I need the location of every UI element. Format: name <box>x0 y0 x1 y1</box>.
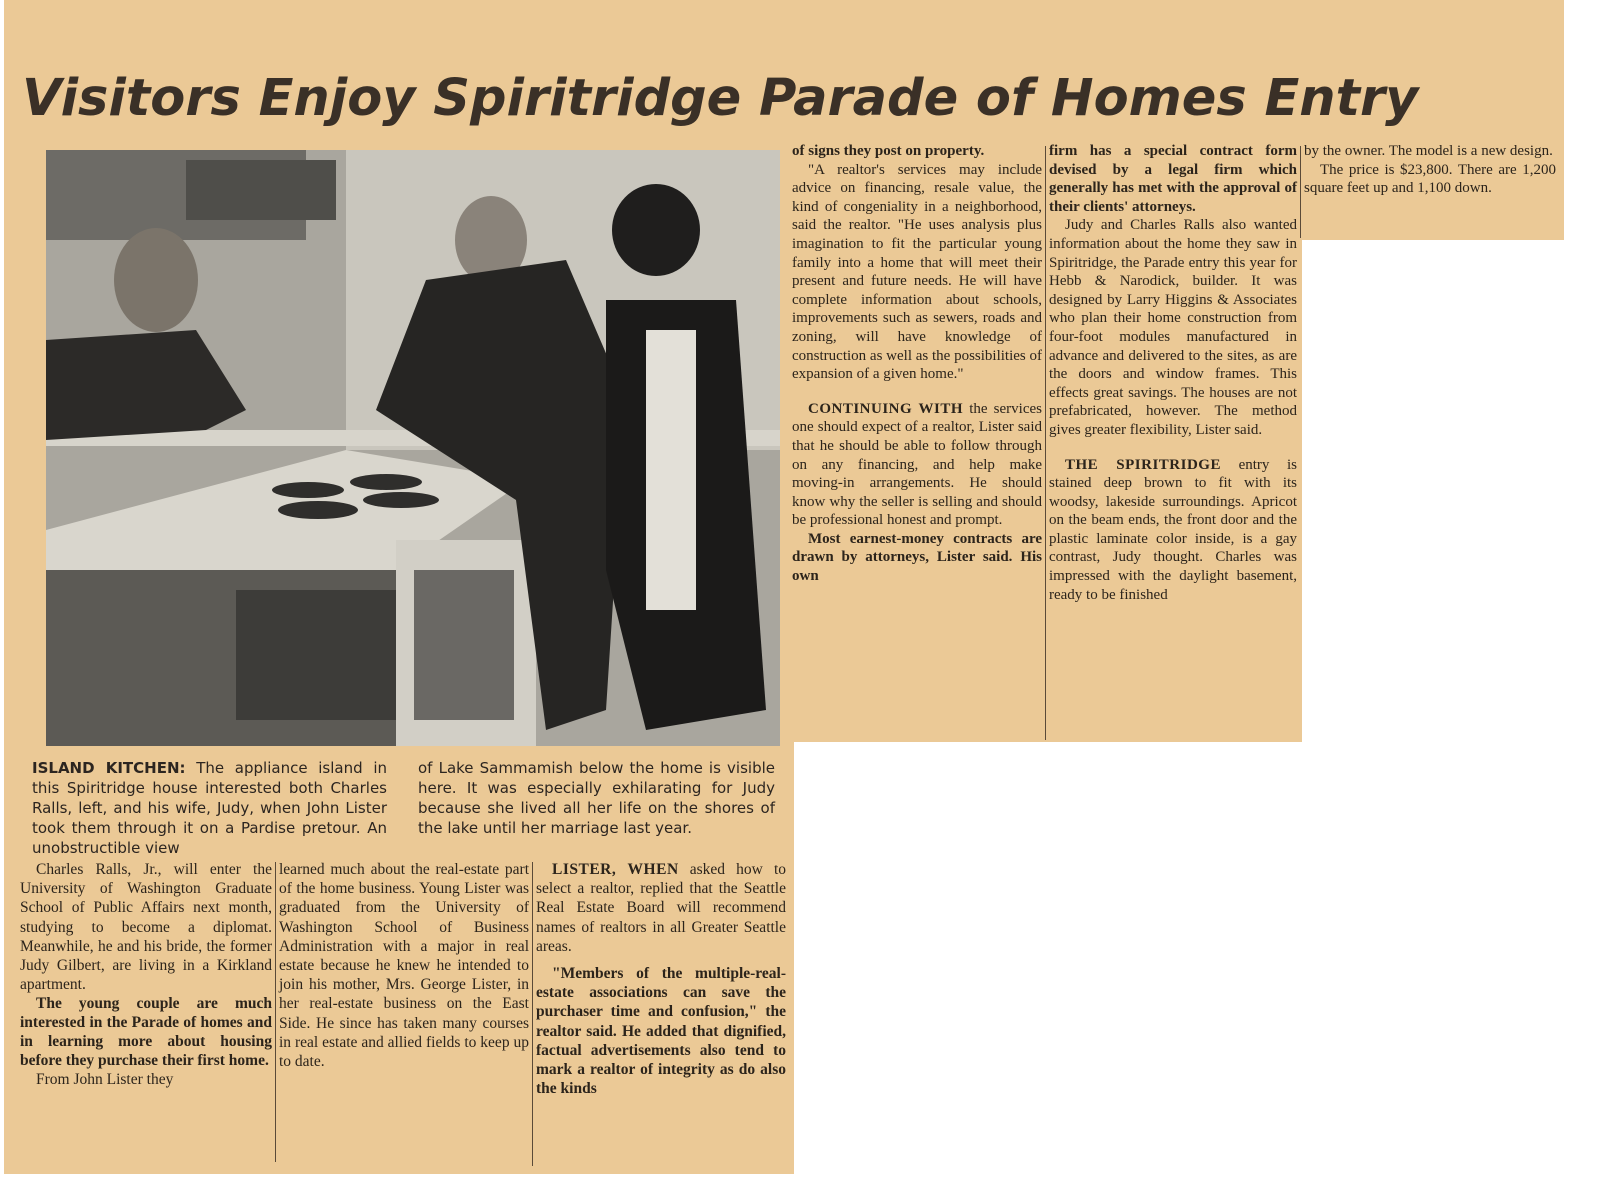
caption-right-text: of Lake Sammamish below the home is visible here. It was especially exhilarating for Judy because she lived all her life on the shores of the lake until her marriage last year. <box>418 759 775 837</box>
col4-para2: the services one should expect of a realtor, Lister said that he should be able to follow through on any financing, and help make moving-in arrangements. He should know why the seller is selling and should be professional honest and prompt. <box>792 400 1042 529</box>
col4-para3: Most earnest-money contracts are drawn by attorneys, Lister said. His own <box>792 530 1042 585</box>
headline: Visitors Enjoy Spiritridge Parade of Homes Entry <box>22 69 1419 128</box>
col1-para2: The young couple are much interested in the Parade of homes and in learning more about housing before they purchase their first home. <box>20 995 272 1070</box>
col1-para1: Charles Ralls, Jr., will enter the University of Washington Graduate School of Public Affairs next month, studying to become a diplomat. Meanwhile, he and his bride, the former Judy Gilbert, are living in a Kirkland apartment. <box>20 861 272 994</box>
col5-para0: firm has a special contract form devised by a legal firm which generally has met with the approval of their clients' attorneys. <box>1049 143 1297 215</box>
photo-illustration <box>46 150 780 746</box>
caption-left-text: The appliance island in this Spiritridge house interested both Charles Ralls, left, and his wife, Judy, when John Lister took them through it on a Pardise pretour. An unobstructible view <box>32 759 387 857</box>
article-column-6 <box>1304 142 1556 198</box>
col4-para1: "A realtor's services may include advice on financing, resale value, the kind of congeniality in a neighborhood, said the realtor. "He uses analysis plus imagination to fit the particular young family into a home that will meet their present and future needs. He will have complete information about schools, improvements such as sewers, roads and zoning, will have knowledge of construction as well as the possibilities of expansion of a given home." <box>792 161 1042 383</box>
article-column-4 <box>792 142 1042 586</box>
col5-lead: THE SPIRITRIDGE <box>1065 456 1221 473</box>
col6-para0: by the owner. The model is a new design. <box>1304 143 1553 159</box>
col4-para0: of signs they post on property. <box>792 143 985 159</box>
article-column-5 <box>1049 142 1297 604</box>
article-column-1 <box>20 860 272 1090</box>
col5-para1: Judy and Charles Ralls also wanted information about the home they saw in Spiritridge, the Parade entry this year for Hebb & Narodick, builder. It was designed by Larry Higgins & Associates who plan their home construction from four-foot modules manufactured in advance and delivered to the sites, as are the doors and window frames. This effects great savings. The houses are not prefabricated, however. The method gives greater flexibility, Lister said. <box>1049 217 1297 438</box>
photo-caption-left <box>32 758 387 858</box>
island-kitchen-photo <box>46 150 780 746</box>
col2-para1: learned much about the real-estate part of the home business. Young Lister was graduated from the University of Washington School of Business Administration with a major in real estate because he knew he intended to join his mother, Mrs. George Lister, in her real-estate business on the East Side. He since has taken many courses in real estate and allied fields to keep up to date. <box>279 861 529 1071</box>
col1-para3: From John Lister they <box>36 1071 174 1089</box>
article-column-2 <box>279 860 529 1071</box>
column-divider-3 <box>1045 146 1046 740</box>
col3-para2: "Members of the multiple-real-estate associations can save the purchaser time and confusion," the realtor said. He added that dignified, factual advertisements also tend to mark a realtor of integrity as do also the kinds <box>536 965 786 1098</box>
col3-lead: LISTER, WHEN <box>552 861 679 878</box>
col6-para1: The price is $23,800. There are 1,200 square feet up and 1,100 down. <box>1304 161 1556 197</box>
column-divider-2 <box>532 862 533 1166</box>
photo-caption-right <box>418 758 775 838</box>
col5-para2: entry is stained deep brown to fit with its woodsy, lakeside surroundings. Apricot on the beam ends, the front door and the plastic laminate color inside, is a gay contrast, Judy thought. Charles was impressed with the daylight basement, ready to be finished <box>1049 456 1297 603</box>
column-divider-4 <box>1300 146 1301 238</box>
column-divider-1 <box>275 862 276 1162</box>
caption-lead: ISLAND KITCHEN: <box>32 759 186 777</box>
col4-lead: CONTINUING WITH <box>808 400 964 417</box>
article-column-3 <box>536 860 786 1098</box>
col3-para1: asked how to select a realtor, replied that the Seattle Real Estate Board will recommend names of realtors in all Greater Seattle areas. <box>536 861 787 955</box>
